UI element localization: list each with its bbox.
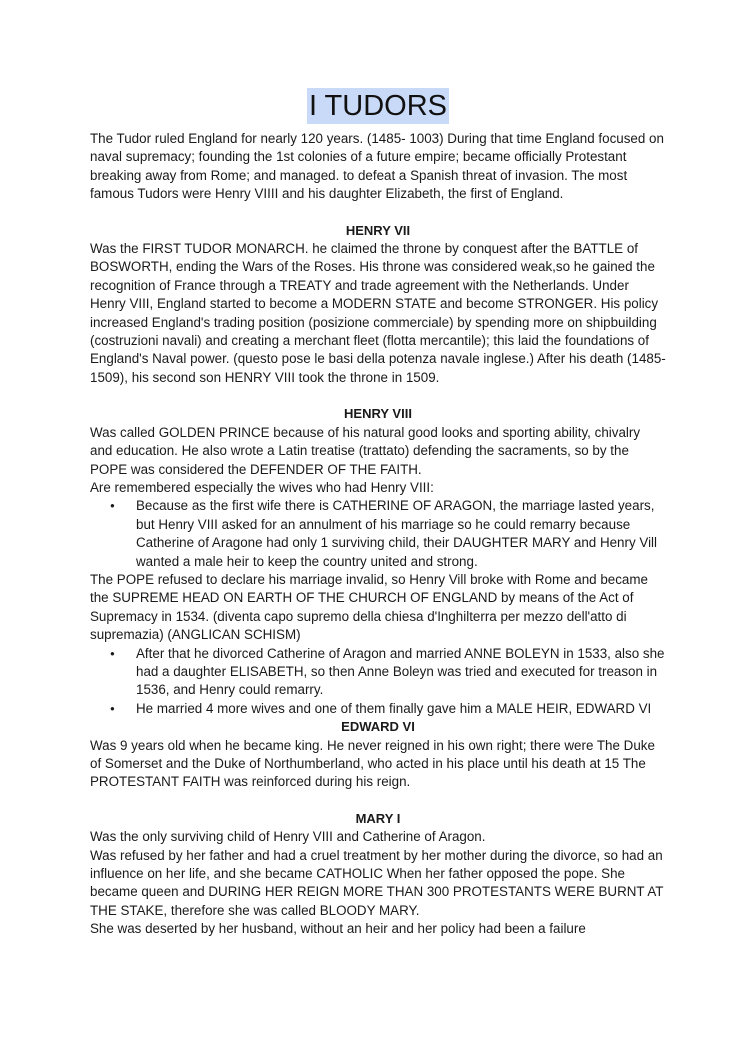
- mary-i-paragraph-2: Was refused by her father and had a cruel treatment by her mother during the divorce, so had an influence on her life, and she became CATHOLIC When her father opposed the pope. She became queen and DURING HER REIGN MORE THAN 300 PROTESTANTS WERE BURNT AT THE STAKE, therefore she was called BLOODY MARY.: [90, 847, 664, 918]
- henry-viii-paragraph-2: Are remembered especially the wives who had Henry VIII:: [90, 479, 434, 495]
- list-item: ● He married 4 more wives and one of them finally gave him a MALE HEIR, EDWARD VI: [136, 700, 666, 718]
- henry-viii-list-2: [90, 645, 666, 719]
- document-content: [90, 88, 666, 939]
- heading-mary-i: MARY I: [355, 810, 401, 826]
- mary-i-paragraph-3: She was deserted by her husband, without an heir and her policy had been a failure: [90, 921, 586, 937]
- henry-viii-paragraph-1: Was called GOLDEN PRINCE because of his natural good looks and sporting ability, chivalry and education. He also wrote a Latin treatise (trattato) defending the sacraments, so by the POPE was considered the DEFENDER OF THE FAITH.: [90, 424, 641, 477]
- list-item: ● Because as the first wife there is CATHERINE OF ARAGON, the marriage lasted years, but Henry VIII asked for an annulment of his marriage so he could remarry because Catherine of Aragone had only 1 surviving child, their DAUGHTER MARY and Henry Vill wanted a male heir to keep the country united and strong.: [136, 497, 666, 571]
- heading-henry-vii: HENRY VII: [345, 222, 411, 238]
- henry-vii-paragraph: Was the FIRST TUDOR MONARCH. he claimed the throne by conquest after the BATTLE of BOSWORTH, ending the Wars of the Roses. His throne was considered weak,so he gained the recognition of France through a TREATY and trade agreement with the Netherlands. Under Henry VIII, England started to become a MODERN STATE and become STRONGER. His policy increased England's trading position (posizione commerciale) by spending more on shipbuilding (costruzioni navali) and creating a merchant fleet (flotta mercantile); this laid the foundations of England's Naval power. (questo pose le basi della potenza navale inglese.) After his death (1485-1509), his second son HENRY VIII took the throne in 1509.: [90, 241, 666, 385]
- document-title: I TUDORS: [308, 90, 448, 122]
- list-item: ● After that he divorced Catherine of Aragon and married ANNE BOLEYN in 1533, also she had a daughter ELISABETH, so then Anne Boleyn was tried and executed for treason in 1536, and Henry could remarry.: [136, 645, 666, 700]
- henry-viii-paragraph-3: The POPE refused to declare his marriage invalid, so Henry Vill broke with Rome and became the SUPREME HEAD ON EARTH OF THE CHURCH OF ENGLAND by means of the Act of Supremacy in 1534. (diventa capo supremo della chiesa d'Inghilterra per mezzo dell'atto di supremazia) (ANGLICAN SCHISM): [90, 571, 648, 643]
- title-wrap: [90, 88, 666, 128]
- edward-vi-paragraph: Was 9 years old when he became king. He never reigned in his own right; there were The Duke of Somerset and the Duke of Northumberland, who acted in his place until his death at 15 The PROTESTANT FAITH was reinforced during his reign.: [90, 737, 655, 790]
- mary-i-paragraph-1: Was the only surviving child of Henry VIII and Catherine of Aragon.: [90, 829, 486, 845]
- heading-henry-viii: HENRY VIII: [344, 406, 412, 422]
- intro-paragraph: The Tudor ruled England for nearly 120 years. (1485- 1003) During that time England focused on naval supremacy; founding the 1st colonies of a future empire; became officially Protestant breaking away from Rome; and managed. to defeat a Spanish threat of invasion. The most famous Tudors were Henry VIIII and his daughter Elizabeth, the first of England.: [90, 131, 664, 202]
- henry-viii-list-1: [90, 497, 666, 571]
- heading-edward-vi: EDWARD VI: [341, 719, 415, 735]
